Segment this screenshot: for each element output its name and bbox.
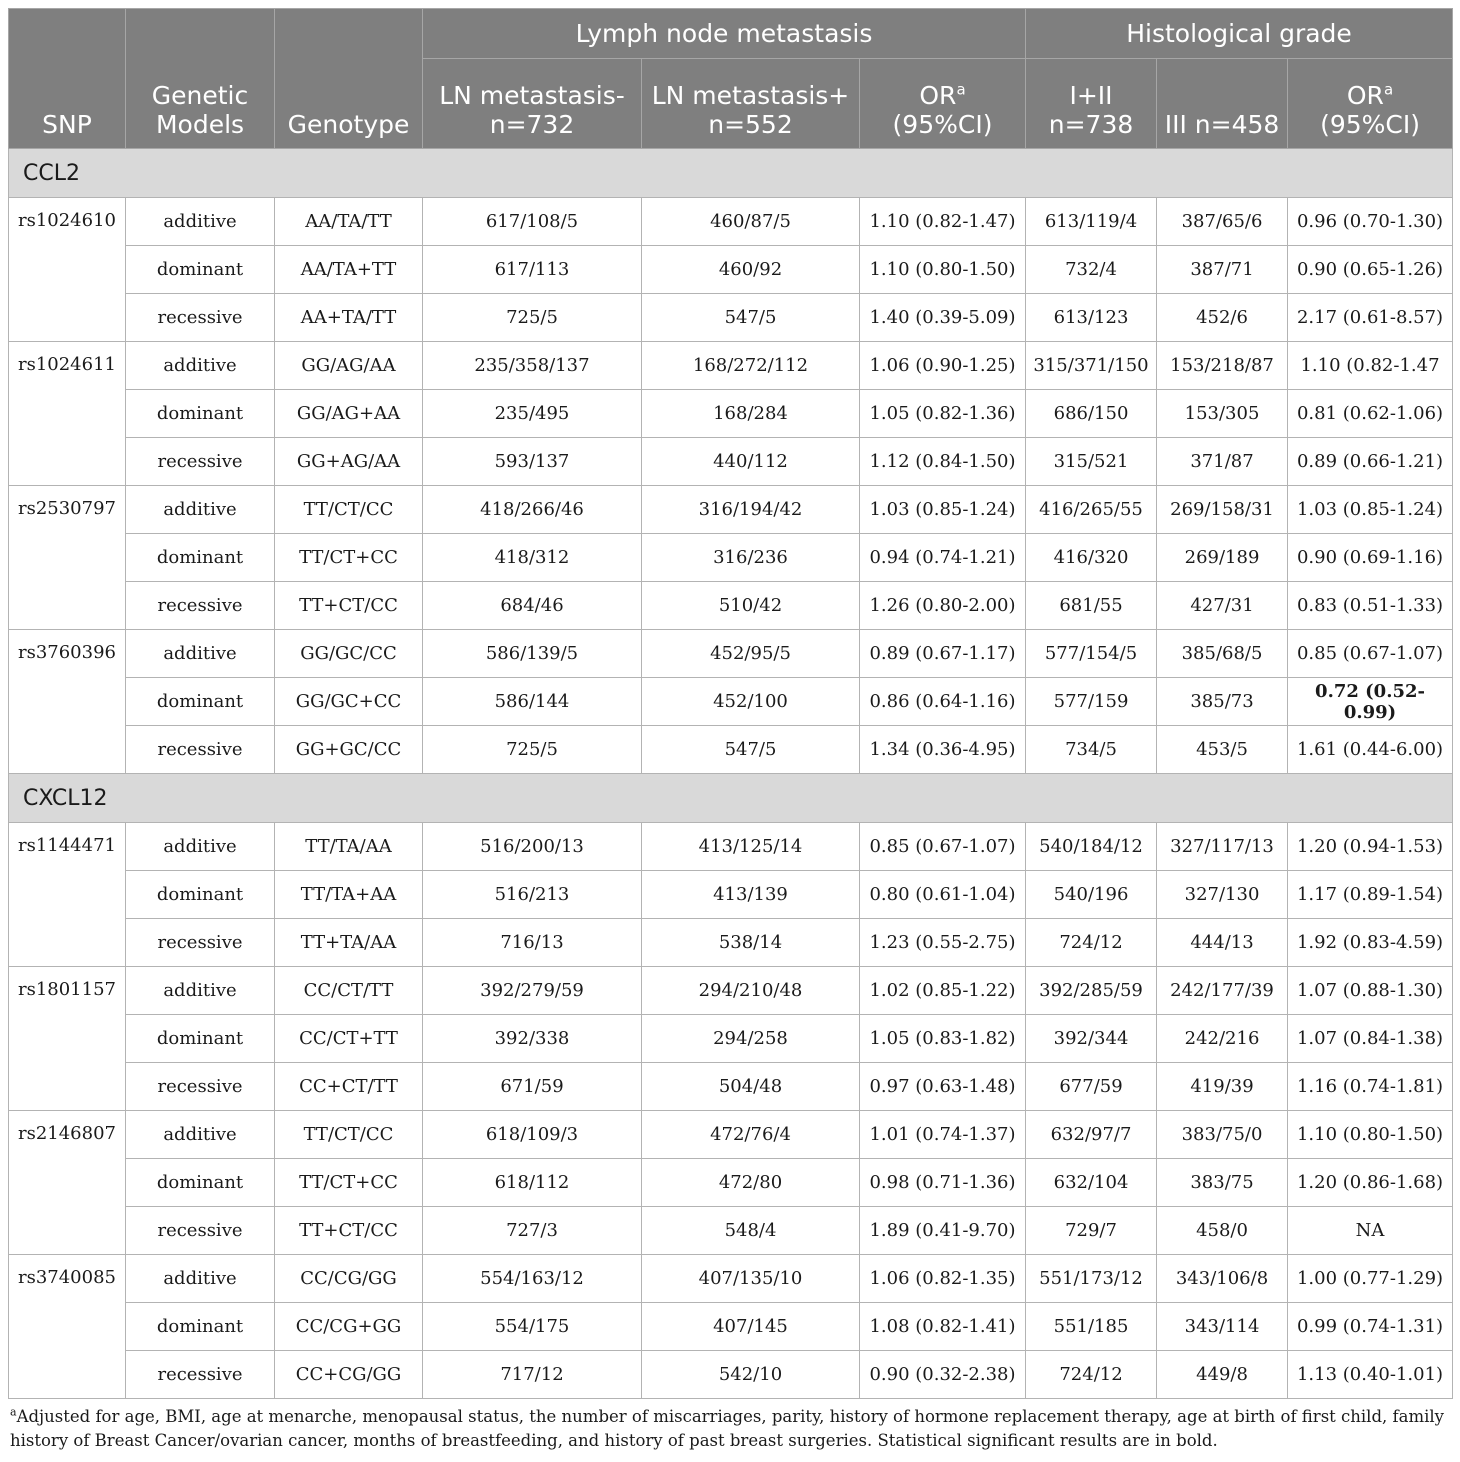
genotype-cell: CC/CT/TT [275, 967, 423, 1015]
ln-negative-cell: 516/200/13 [423, 823, 642, 871]
grade-3-cell: 383/75 [1157, 1159, 1288, 1207]
genetic-model-cell: additive [126, 1111, 275, 1159]
genetic-model-cell: dominant [126, 1303, 275, 1351]
header-or-grade [1288, 59, 1453, 149]
table-row [9, 630, 1453, 678]
grade-3-cell: 343/114 [1157, 1303, 1288, 1351]
header-snp: SNP [9, 9, 126, 149]
grade-3-cell: 427/31 [1157, 582, 1288, 630]
genotype-cell: TT/CT/CC [275, 1111, 423, 1159]
grade-1-2-cell: 551/185 [1026, 1303, 1157, 1351]
or-grade-cell: 1.00 (0.77-1.29) [1288, 1255, 1453, 1303]
or-ln-cell: 0.89 (0.67-1.17) [860, 630, 1026, 678]
table-row [9, 246, 1453, 294]
or-grade-cell: 1.07 (0.84-1.38) [1288, 1015, 1453, 1063]
grade-3-cell: 387/71 [1157, 246, 1288, 294]
genotype-cell: GG/AG/AA [275, 342, 423, 390]
table-row [9, 1303, 1453, 1351]
header-ln-negative: LN metastasis- n=732 [423, 59, 642, 149]
header-histological-grade: Histological grade [1026, 9, 1453, 59]
ln-positive-cell: 538/14 [642, 919, 860, 967]
ln-positive-cell: 413/139 [642, 871, 860, 919]
or-ln-cell: 1.05 (0.83-1.82) [860, 1015, 1026, 1063]
genotype-cell: TT+CT/CC [275, 582, 423, 630]
table-row [9, 967, 1453, 1015]
genetic-model-cell: additive [126, 1255, 275, 1303]
header-or-grade-sup: a [1383, 80, 1394, 99]
grade-3-cell: 385/68/5 [1157, 630, 1288, 678]
header-ln-positive: LN metastasis+ n=552 [642, 59, 860, 149]
header-grade-1-2: I+II n=738 [1026, 59, 1157, 149]
or-ln-cell: 1.05 (0.82-1.36) [860, 390, 1026, 438]
ln-negative-cell: 392/338 [423, 1015, 642, 1063]
genetic-model-cell: recessive [126, 1207, 275, 1255]
grade-1-2-cell: 540/184/12 [1026, 823, 1157, 871]
snp-cell: rs3760396 [9, 630, 126, 774]
table-row [9, 919, 1453, 967]
grade-3-cell: 269/158/31 [1157, 486, 1288, 534]
grade-1-2-cell: 729/7 [1026, 1207, 1157, 1255]
ln-negative-cell: 727/3 [423, 1207, 642, 1255]
header-or-ln-label: OR [919, 81, 957, 110]
ln-negative-cell: 593/137 [423, 438, 642, 486]
ln-negative-cell: 586/144 [423, 678, 642, 726]
grade-1-2-cell: 540/196 [1026, 871, 1157, 919]
or-grade-cell: 2.17 (0.61-8.57) [1288, 294, 1453, 342]
grade-3-cell: 444/13 [1157, 919, 1288, 967]
genotype-cell: CC+CT/TT [275, 1063, 423, 1111]
ln-negative-cell: 235/358/137 [423, 342, 642, 390]
genetic-model-cell: recessive [126, 1063, 275, 1111]
genotype-cell: GG+GC/CC [275, 726, 423, 774]
or-grade-cell: NA [1288, 1207, 1453, 1255]
table-row [9, 726, 1453, 774]
header-genotype: Genotype [275, 9, 423, 149]
or-grade-cell: 1.92 (0.83-4.59) [1288, 919, 1453, 967]
grade-3-cell: 458/0 [1157, 1207, 1288, 1255]
or-grade-cell: 1.61 (0.44-6.00) [1288, 726, 1453, 774]
or-ln-cell: 1.03 (0.85-1.24) [860, 486, 1026, 534]
ln-negative-cell: 617/113 [423, 246, 642, 294]
or-grade-cell: 1.10 (0.80-1.50) [1288, 1111, 1453, 1159]
ln-positive-cell: 504/48 [642, 1063, 860, 1111]
or-ln-cell: 1.12 (0.84-1.50) [860, 438, 1026, 486]
group-label: CXCL12 [9, 774, 1453, 823]
genetic-model-cell: recessive [126, 726, 275, 774]
ln-negative-cell: 516/213 [423, 871, 642, 919]
genotype-cell: GG/GC/CC [275, 630, 423, 678]
genetic-model-cell: recessive [126, 1351, 275, 1399]
footnote-text: Adjusted for age, BMI, age at menarche, menopausal status, the number of miscarriages, parity, history of hormone replacement therapy, age at birth of first child, family history of Breast Cancer/ovarian cancer, months of breastfeeding, and history of past breast surgeries. Statistical significant results are in bold. [10, 1407, 1444, 1450]
ln-negative-cell: 418/266/46 [423, 486, 642, 534]
grade-1-2-cell: 416/320 [1026, 534, 1157, 582]
table-header [9, 9, 1453, 149]
genetic-model-cell: additive [126, 823, 275, 871]
grade-3-cell: 327/117/13 [1157, 823, 1288, 871]
group-label: CCL2 [9, 149, 1453, 198]
genetic-model-cell: additive [126, 198, 275, 246]
genotype-cell: TT/CT+CC [275, 534, 423, 582]
genotype-cell: AA/TA/TT [275, 198, 423, 246]
table-container [8, 8, 1452, 1453]
or-ln-cell: 1.89 (0.41-9.70) [860, 1207, 1026, 1255]
grade-3-cell: 371/87 [1157, 438, 1288, 486]
table-row [9, 486, 1453, 534]
table-row [9, 1015, 1453, 1063]
grade-1-2-cell: 551/173/12 [1026, 1255, 1157, 1303]
genetic-model-cell: recessive [126, 582, 275, 630]
grade-3-cell: 242/177/39 [1157, 967, 1288, 1015]
grade-3-cell: 327/130 [1157, 871, 1288, 919]
or-ln-cell: 1.08 (0.82-1.41) [860, 1303, 1026, 1351]
grade-3-cell: 449/8 [1157, 1351, 1288, 1399]
or-ln-cell: 0.86 (0.64-1.16) [860, 678, 1026, 726]
genetic-model-cell: recessive [126, 438, 275, 486]
or-ln-cell: 0.85 (0.67-1.07) [860, 823, 1026, 871]
or-grade-cell: 1.20 (0.94-1.53) [1288, 823, 1453, 871]
or-ln-cell: 0.90 (0.32-2.38) [860, 1351, 1026, 1399]
table-row [9, 342, 1453, 390]
genetic-model-cell: recessive [126, 294, 275, 342]
or-grade-cell: 1.13 (0.40-1.01) [1288, 1351, 1453, 1399]
grade-1-2-cell: 577/154/5 [1026, 630, 1157, 678]
genotype-cell: AA+TA/TT [275, 294, 423, 342]
or-ln-cell: 1.01 (0.74-1.37) [860, 1111, 1026, 1159]
grade-3-cell: 452/6 [1157, 294, 1288, 342]
ln-positive-cell: 460/92 [642, 246, 860, 294]
ln-positive-cell: 472/80 [642, 1159, 860, 1207]
header-or-ln-ci: (95%CI) [892, 110, 993, 139]
grade-3-cell: 269/189 [1157, 534, 1288, 582]
genotype-cell: TT/TA/AA [275, 823, 423, 871]
ln-positive-cell: 452/100 [642, 678, 860, 726]
or-ln-cell: 1.10 (0.80-1.50) [860, 246, 1026, 294]
genetic-model-cell: dominant [126, 871, 275, 919]
table-row [9, 1159, 1453, 1207]
or-grade-cell: 1.03 (0.85-1.24) [1288, 486, 1453, 534]
or-grade-cell: 0.96 (0.70-1.30) [1288, 198, 1453, 246]
snp-cell: rs2146807 [9, 1111, 126, 1255]
or-ln-cell: 1.10 (0.82-1.47) [860, 198, 1026, 246]
grade-1-2-cell: 416/265/55 [1026, 486, 1157, 534]
or-grade-cell: 1.17 (0.89-1.54) [1288, 871, 1453, 919]
genotype-cell: CC/CG/GG [275, 1255, 423, 1303]
header-or-grade-label: OR [1346, 81, 1384, 110]
ln-negative-cell: 725/5 [423, 294, 642, 342]
ln-positive-cell: 472/76/4 [642, 1111, 860, 1159]
grade-1-2-cell: 734/5 [1026, 726, 1157, 774]
header-or-grade-ci: (95%CI) [1320, 110, 1420, 139]
or-ln-cell: 1.26 (0.80-2.00) [860, 582, 1026, 630]
grade-1-2-cell: 686/150 [1026, 390, 1157, 438]
or-grade-cell: 1.07 (0.88-1.30) [1288, 967, 1453, 1015]
table-row [9, 1111, 1453, 1159]
ln-positive-cell: 168/284 [642, 390, 860, 438]
ln-positive-cell: 547/5 [642, 294, 860, 342]
or-ln-cell: 1.06 (0.90-1.25) [860, 342, 1026, 390]
group-row [9, 149, 1453, 198]
ln-negative-cell: 725/5 [423, 726, 642, 774]
ln-positive-cell: 452/95/5 [642, 630, 860, 678]
table-row [9, 294, 1453, 342]
table-row [9, 1351, 1453, 1399]
grade-1-2-cell: 315/521 [1026, 438, 1157, 486]
or-ln-cell: 1.06 (0.82-1.35) [860, 1255, 1026, 1303]
ln-positive-cell: 316/236 [642, 534, 860, 582]
ln-positive-cell: 548/4 [642, 1207, 860, 1255]
table-row [9, 198, 1453, 246]
genotype-cell: TT/CT+CC [275, 1159, 423, 1207]
or-ln-cell: 1.02 (0.85-1.22) [860, 967, 1026, 1015]
results-table [8, 8, 1453, 1399]
or-grade-cell: 0.85 (0.67-1.07) [1288, 630, 1453, 678]
grade-1-2-cell: 724/12 [1026, 1351, 1157, 1399]
header-genetic-models: Genetic Models [126, 9, 275, 149]
ln-negative-cell: 235/495 [423, 390, 642, 438]
genotype-cell: GG+AG/AA [275, 438, 423, 486]
or-ln-cell: 0.94 (0.74-1.21) [860, 534, 1026, 582]
grade-1-2-cell: 732/4 [1026, 246, 1157, 294]
ln-negative-cell: 418/312 [423, 534, 642, 582]
ln-positive-cell: 413/125/14 [642, 823, 860, 871]
or-grade-cell: 1.10 (0.82-1.47 [1288, 342, 1453, 390]
grade-1-2-cell: 632/97/7 [1026, 1111, 1157, 1159]
grade-3-cell: 383/75/0 [1157, 1111, 1288, 1159]
table-row [9, 390, 1453, 438]
ln-negative-cell: 618/112 [423, 1159, 642, 1207]
grade-3-cell: 387/65/6 [1157, 198, 1288, 246]
ln-positive-cell: 510/42 [642, 582, 860, 630]
grade-1-2-cell: 724/12 [1026, 919, 1157, 967]
genotype-cell: GG/GC+CC [275, 678, 423, 726]
header-or-ln [860, 59, 1026, 149]
grade-3-cell: 153/305 [1157, 390, 1288, 438]
ln-negative-cell: 717/12 [423, 1351, 642, 1399]
ln-positive-cell: 168/272/112 [642, 342, 860, 390]
table-row [9, 871, 1453, 919]
snp-cell: rs1144471 [9, 823, 126, 967]
ln-positive-cell: 440/112 [642, 438, 860, 486]
ln-negative-cell: 716/13 [423, 919, 642, 967]
grade-3-cell: 419/39 [1157, 1063, 1288, 1111]
snp-cell: rs2530797 [9, 486, 126, 630]
grade-1-2-cell: 681/55 [1026, 582, 1157, 630]
ln-negative-cell: 684/46 [423, 582, 642, 630]
or-ln-cell: 1.23 (0.55-2.75) [860, 919, 1026, 967]
ln-negative-cell: 554/175 [423, 1303, 642, 1351]
grade-3-cell: 385/73 [1157, 678, 1288, 726]
or-ln-cell: 1.34 (0.36-4.95) [860, 726, 1026, 774]
ln-positive-cell: 294/258 [642, 1015, 860, 1063]
footnote-marker: a [10, 1405, 17, 1419]
group-row [9, 774, 1453, 823]
genotype-cell: CC/CG+GG [275, 1303, 423, 1351]
table-row [9, 823, 1453, 871]
genotype-cell: TT/CT/CC [275, 486, 423, 534]
table-body [9, 149, 1453, 1399]
ln-negative-cell: 554/163/12 [423, 1255, 642, 1303]
or-ln-cell: 0.98 (0.71-1.36) [860, 1159, 1026, 1207]
or-grade-cell: 0.89 (0.66-1.21) [1288, 438, 1453, 486]
genotype-cell: CC+CG/GG [275, 1351, 423, 1399]
genotype-cell: TT/TA+AA [275, 871, 423, 919]
or-ln-cell: 0.97 (0.63-1.48) [860, 1063, 1026, 1111]
genetic-model-cell: additive [126, 486, 275, 534]
or-grade-cell: 0.90 (0.69-1.16) [1288, 534, 1453, 582]
genetic-model-cell: additive [126, 342, 275, 390]
genetic-model-cell: dominant [126, 678, 275, 726]
genetic-model-cell: dominant [126, 1159, 275, 1207]
table-row [9, 1207, 1453, 1255]
grade-1-2-cell: 315/371/150 [1026, 342, 1157, 390]
or-grade-cell: 0.81 (0.62-1.06) [1288, 390, 1453, 438]
grade-3-cell: 242/216 [1157, 1015, 1288, 1063]
snp-cell: rs1801157 [9, 967, 126, 1111]
table-row [9, 1255, 1453, 1303]
genotype-cell: CC/CT+TT [275, 1015, 423, 1063]
ln-negative-cell: 671/59 [423, 1063, 642, 1111]
grade-1-2-cell: 632/104 [1026, 1159, 1157, 1207]
genetic-model-cell: dominant [126, 534, 275, 582]
or-grade-cell: 0.83 (0.51-1.33) [1288, 582, 1453, 630]
table-row [9, 534, 1453, 582]
genetic-model-cell: additive [126, 967, 275, 1015]
genotype-cell: TT+CT/CC [275, 1207, 423, 1255]
ln-positive-cell: 547/5 [642, 726, 860, 774]
or-grade-cell: 1.20 (0.86-1.68) [1288, 1159, 1453, 1207]
grade-1-2-cell: 392/344 [1026, 1015, 1157, 1063]
or-ln-cell: 0.80 (0.61-1.04) [860, 871, 1026, 919]
footnote [8, 1405, 1452, 1453]
or-grade-cell: 0.72 (0.52-0.99) [1288, 678, 1453, 726]
header-lymph-node-metastasis: Lymph node metastasis [423, 9, 1026, 59]
genetic-model-cell: dominant [126, 246, 275, 294]
grade-3-cell: 343/106/8 [1157, 1255, 1288, 1303]
ln-positive-cell: 316/194/42 [642, 486, 860, 534]
ln-negative-cell: 618/109/3 [423, 1111, 642, 1159]
grade-1-2-cell: 677/59 [1026, 1063, 1157, 1111]
genotype-cell: GG/AG+AA [275, 390, 423, 438]
grade-1-2-cell: 613/123 [1026, 294, 1157, 342]
grade-3-cell: 153/218/87 [1157, 342, 1288, 390]
header-grade-3: III n=458 [1157, 59, 1288, 149]
grade-1-2-cell: 613/119/4 [1026, 198, 1157, 246]
or-grade-cell: 0.90 (0.65-1.26) [1288, 246, 1453, 294]
genotype-cell: TT+TA/AA [275, 919, 423, 967]
ln-positive-cell: 542/10 [642, 1351, 860, 1399]
genetic-model-cell: dominant [126, 1015, 275, 1063]
genetic-model-cell: recessive [126, 919, 275, 967]
ln-positive-cell: 407/145 [642, 1303, 860, 1351]
header-or-ln-sup: a [956, 80, 966, 99]
ln-negative-cell: 586/139/5 [423, 630, 642, 678]
snp-cell: rs1024611 [9, 342, 126, 486]
genetic-model-cell: dominant [126, 390, 275, 438]
table-row [9, 582, 1453, 630]
table-row [9, 678, 1453, 726]
or-grade-cell: 1.16 (0.74-1.81) [1288, 1063, 1453, 1111]
genotype-cell: AA/TA+TT [275, 246, 423, 294]
ln-negative-cell: 617/108/5 [423, 198, 642, 246]
ln-positive-cell: 407/135/10 [642, 1255, 860, 1303]
grade-1-2-cell: 577/159 [1026, 678, 1157, 726]
table-row [9, 1063, 1453, 1111]
ln-positive-cell: 460/87/5 [642, 198, 860, 246]
or-ln-cell: 1.40 (0.39-5.09) [860, 294, 1026, 342]
grade-1-2-cell: 392/285/59 [1026, 967, 1157, 1015]
ln-negative-cell: 392/279/59 [423, 967, 642, 1015]
ln-positive-cell: 294/210/48 [642, 967, 860, 1015]
snp-cell: rs1024610 [9, 198, 126, 342]
table-row [9, 438, 1453, 486]
genetic-model-cell: additive [126, 630, 275, 678]
grade-3-cell: 453/5 [1157, 726, 1288, 774]
or-grade-cell: 0.99 (0.74-1.31) [1288, 1303, 1453, 1351]
snp-cell: rs3740085 [9, 1255, 126, 1399]
